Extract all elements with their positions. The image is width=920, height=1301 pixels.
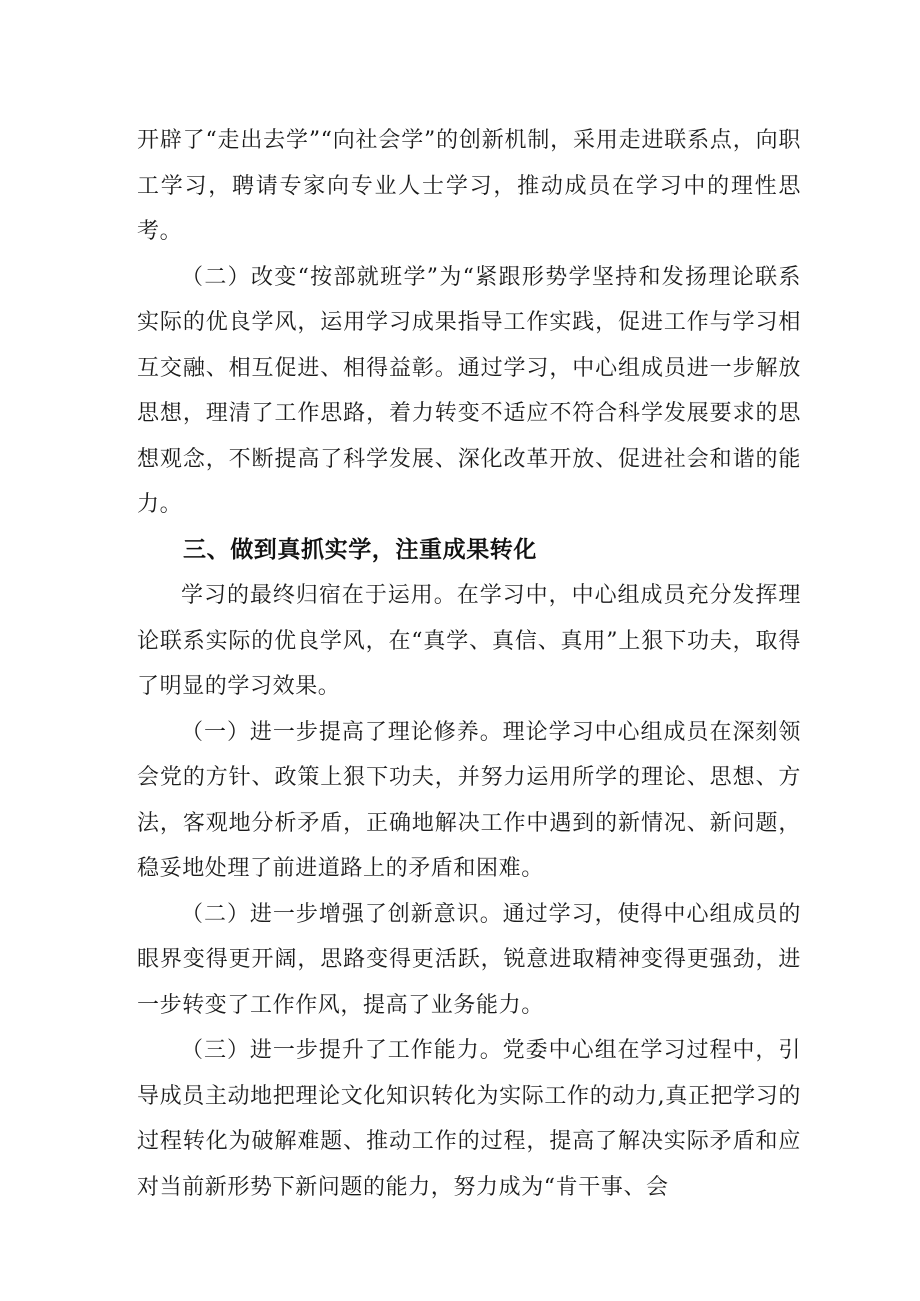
paragraph-theory-cultivation: （一）进一步提高了理论修养。理论学习中心组成员在深刻领会党的方针、政策上狠下功夫，并努力运用所学的理论、思想、方法，客观地分析矛盾，正确地解决工作中遇到的新情况、新问题，稳妥地处理了前进道路上的矛盾和困难。: [137, 719, 801, 881]
section-heading-three: 三、做到真抓实学，注重成果转化: [183, 536, 537, 563]
paragraph-work-capability: （三）进一步提升了工作能力。党委中心组在学习过程中，引导成员主动地把理论文化知识转化为实际工作的动力,真正把学习的过程转化为破解难题、推动工作的过程，提高了解决实际矛盾和应对当前新形势下新问题的能力，努力成为“肯干事、会: [137, 1038, 801, 1200]
paragraph-change-study-mode: （二）改变“按部就班学”为“紧跟形势学坚持和发扬理论联系实际的优良学风，运用学习成果指导工作实践，促进工作与学习相互交融、相互促进、相得益彰。通过学习，中心组成员进一步解放思想，理清了工作思路，着力转变不适应不符合科学发展要求的思想观念，不断提高了科学发展、深化改革开放、促进社会和谐的能力。: [137, 264, 801, 517]
document-body: [137, 118, 801, 1210]
paragraph-study-application: 学习的最终归宿在于运用。在学习中，中心组成员充分发挥理论联系实际的优良学风，在“真学、真信、真用”上狠下功夫，取得了明显的学习效果。: [137, 583, 801, 699]
paragraph-continuation: 开辟了“走出去学”“向社会学”的创新机制，采用走进联系点，向职工学习，聘请专家向专业人士学习，推动成员在学习中的理性思考。: [137, 128, 801, 244]
paragraph-innovation-awareness: （二）进一步增强了创新意识。通过学习，使得中心组成员的眼界变得更开阔，思路变得更活跃，锐意进取精神变得更强劲，进一步转变了工作作风，提高了业务能力。: [137, 901, 801, 1018]
